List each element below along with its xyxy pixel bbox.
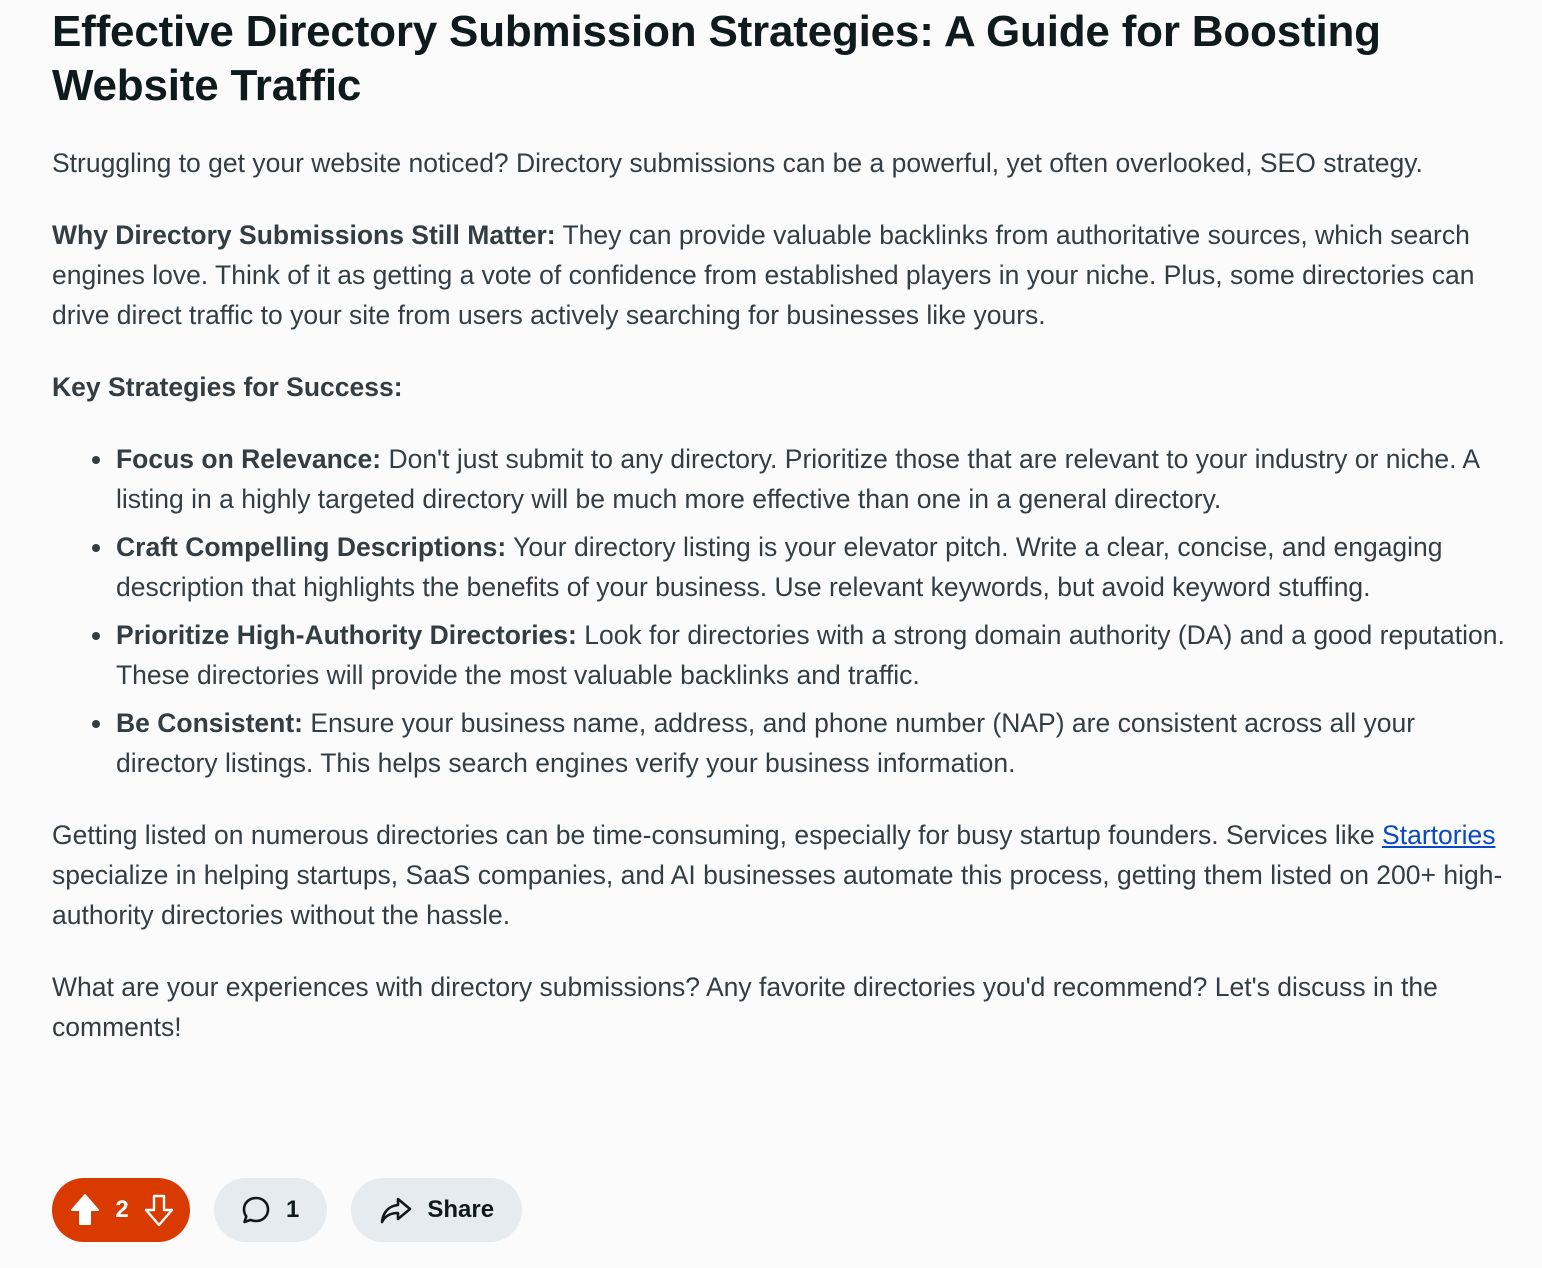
comment-bubble-icon: [240, 1194, 272, 1226]
strategies-heading: Key Strategies for Success:: [52, 372, 403, 402]
post-container: [52, 0, 1522, 1079]
closing-paragraph: What are your experiences with directory submissions? Any favorite directories you'd recommend? Let's discuss in the comments!: [52, 972, 1438, 1042]
strategy-label: Be Consistent:: [116, 708, 303, 738]
strategy-text: Look for directories with a strong domain authority (DA) and a good reputation. These directories will provide the most valuable backlinks and traffic.: [116, 620, 1505, 690]
upvote-button[interactable]: [68, 1190, 102, 1230]
downvote-arrow-icon: [144, 1193, 174, 1227]
upvote-arrow-icon: [70, 1193, 100, 1227]
services-text-after: specialize in helping startups, SaaS companies, and AI businesses automate this process, getting them listed on 200+ high-authority directories without the hassle.: [52, 860, 1503, 930]
share-label: Share: [427, 1196, 495, 1223]
startories-link[interactable]: Startories: [1382, 820, 1496, 850]
strategy-label: Focus on Relevance:: [116, 444, 382, 474]
vote-count: 2: [115, 1196, 129, 1223]
strategy-text: Don't just submit to any directory. Prioritize those that are relevant to your industry or niche. A listing in a highly targeted directory will be much more effective than one in a general directory.: [116, 444, 1479, 514]
downvote-button[interactable]: [142, 1190, 176, 1230]
why-heading: Why Directory Submissions Still Matter:: [52, 220, 556, 250]
share-button[interactable]: [351, 1178, 522, 1242]
strategy-label: Craft Compelling Descriptions:: [116, 532, 507, 562]
list-item: [116, 703, 1522, 783]
share-arrow-icon: [379, 1194, 413, 1226]
intro-paragraph: Struggling to get your website noticed? Directory submissions can be a powerful, yet often overlooked, SEO strategy.: [52, 148, 1423, 178]
list-item: [116, 615, 1522, 695]
why-paragraph: [52, 215, 1522, 335]
post-action-bar: [52, 1178, 522, 1242]
post-body: [52, 143, 1522, 1047]
list-item: [116, 439, 1522, 519]
strategy-text: Ensure your business name, address, and phone number (NAP) are consistent across all your directory listings. This helps search engines verify your business information.: [116, 708, 1416, 778]
strategies-list: [52, 439, 1522, 783]
list-item: [116, 527, 1522, 607]
strategies-heading-paragraph: [52, 367, 1522, 407]
strategy-label: Prioritize High-Authority Directories:: [116, 620, 577, 650]
post-title: Effective Directory Submission Strategies: A Guide for Boosting Website Traffic: [52, 7, 1381, 110]
comment-count: 1: [286, 1196, 300, 1223]
comments-button[interactable]: [214, 1178, 327, 1242]
why-text: They can provide valuable backlinks from authoritative sources, which search engines love. Think of it as getting a vote of confidence from established players in your niche. Plus, some directories can drive direct traffic to your site from users actively searching for businesses like yours.: [52, 220, 1475, 330]
services-text-before: Getting listed on numerous directories can be time-consuming, especially for busy startup founders. Services like: [52, 820, 1383, 850]
services-paragraph: [52, 815, 1522, 935]
vote-pill: [52, 1178, 190, 1242]
strategy-text: Your directory listing is your elevator pitch. Write a clear, concise, and engaging description that highlights the benefits of your business. Use relevant keywords, but avoid keyword stuffing.: [116, 532, 1443, 602]
